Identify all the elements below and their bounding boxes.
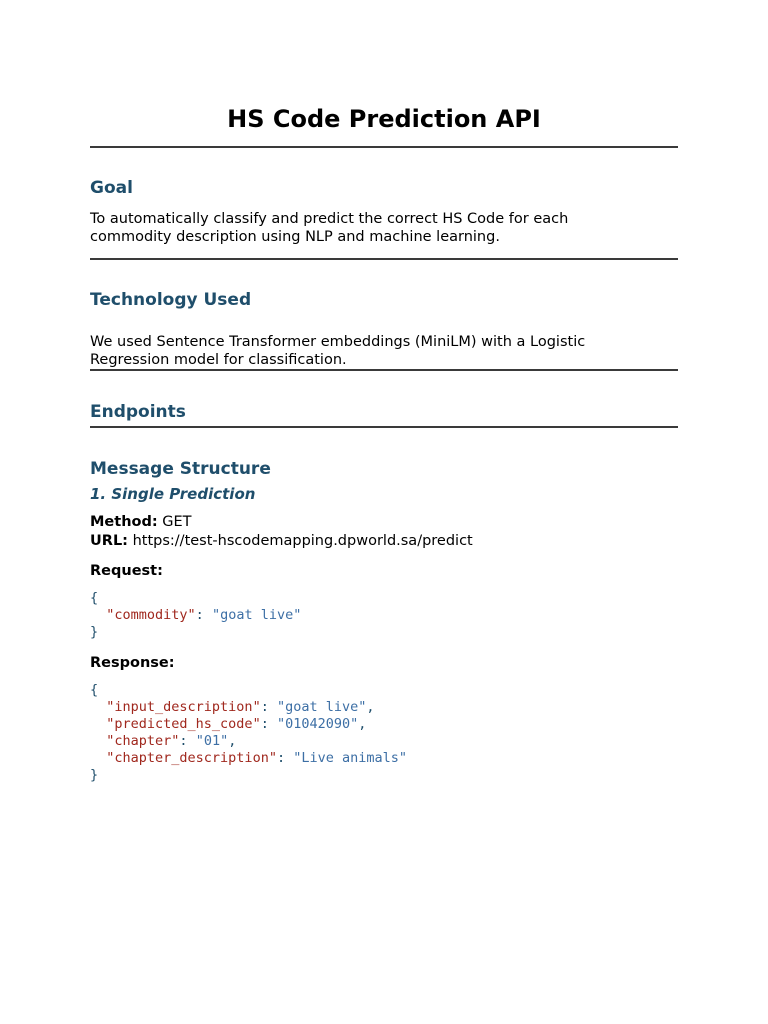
- response-value: "01042090": [276, 716, 359, 732]
- message-structure-heading: Message Structure: [90, 459, 271, 479]
- goal-text-line-2: commodity description using NLP and machine learning.: [90, 229, 500, 245]
- response-key: "chapter": [106, 733, 180, 749]
- response-close-brace: }: [90, 767, 99, 783]
- response-key: "chapter_description": [106, 750, 277, 766]
- single-prediction-subheading: 1. Single Prediction: [90, 485, 256, 503]
- method-label: Method:: [90, 514, 158, 530]
- goal-text: [90, 210, 678, 246]
- response-label: Response:: [90, 655, 175, 671]
- response-code-block: { "input_description": "goat live", "predicted_hs_code": "01042090", "chapter": "01", "chapter_description": "Live animals" }: [90, 682, 408, 783]
- response-key: "predicted_hs_code": [106, 716, 261, 732]
- request-close-brace: }: [90, 624, 99, 640]
- goal-text-line-1: To automatically classify and predict the correct HS Code for each: [90, 211, 569, 227]
- response-value: "Live animals": [293, 750, 408, 766]
- request-key: "commodity": [106, 607, 196, 623]
- response-value: "01": [195, 733, 229, 749]
- response-open-brace: {: [90, 682, 99, 698]
- response-value: "goat live": [276, 699, 367, 715]
- endpoints-heading: Endpoints: [90, 402, 186, 422]
- technology-text-line-1: We used Sentence Transformer embeddings (MiniLM) with a Logistic: [90, 334, 586, 350]
- request-value: "goat live": [211, 607, 302, 623]
- goal-divider: [90, 258, 678, 260]
- url-value: https://test-hscodemapping.dpworld.sa/predict: [132, 533, 473, 549]
- technology-heading: Technology Used: [90, 290, 252, 310]
- request-label: Request:: [90, 563, 163, 579]
- page-title: HS Code Prediction API: [227, 105, 541, 133]
- technology-text: [90, 333, 678, 369]
- technology-divider: [90, 369, 678, 371]
- title-divider: [90, 146, 678, 148]
- request-code-block: { "commodity": "goat live" }: [90, 590, 302, 640]
- response-key: "input_description": [106, 699, 261, 715]
- technology-text-line-2: Regression model for classification.: [90, 352, 347, 368]
- url-line: [90, 532, 678, 550]
- method-line: [90, 513, 678, 531]
- request-open-brace: {: [90, 590, 99, 606]
- endpoints-divider: [90, 426, 678, 428]
- url-label: URL:: [90, 533, 128, 549]
- goal-heading: Goal: [90, 178, 133, 198]
- method-value: GET: [162, 514, 192, 530]
